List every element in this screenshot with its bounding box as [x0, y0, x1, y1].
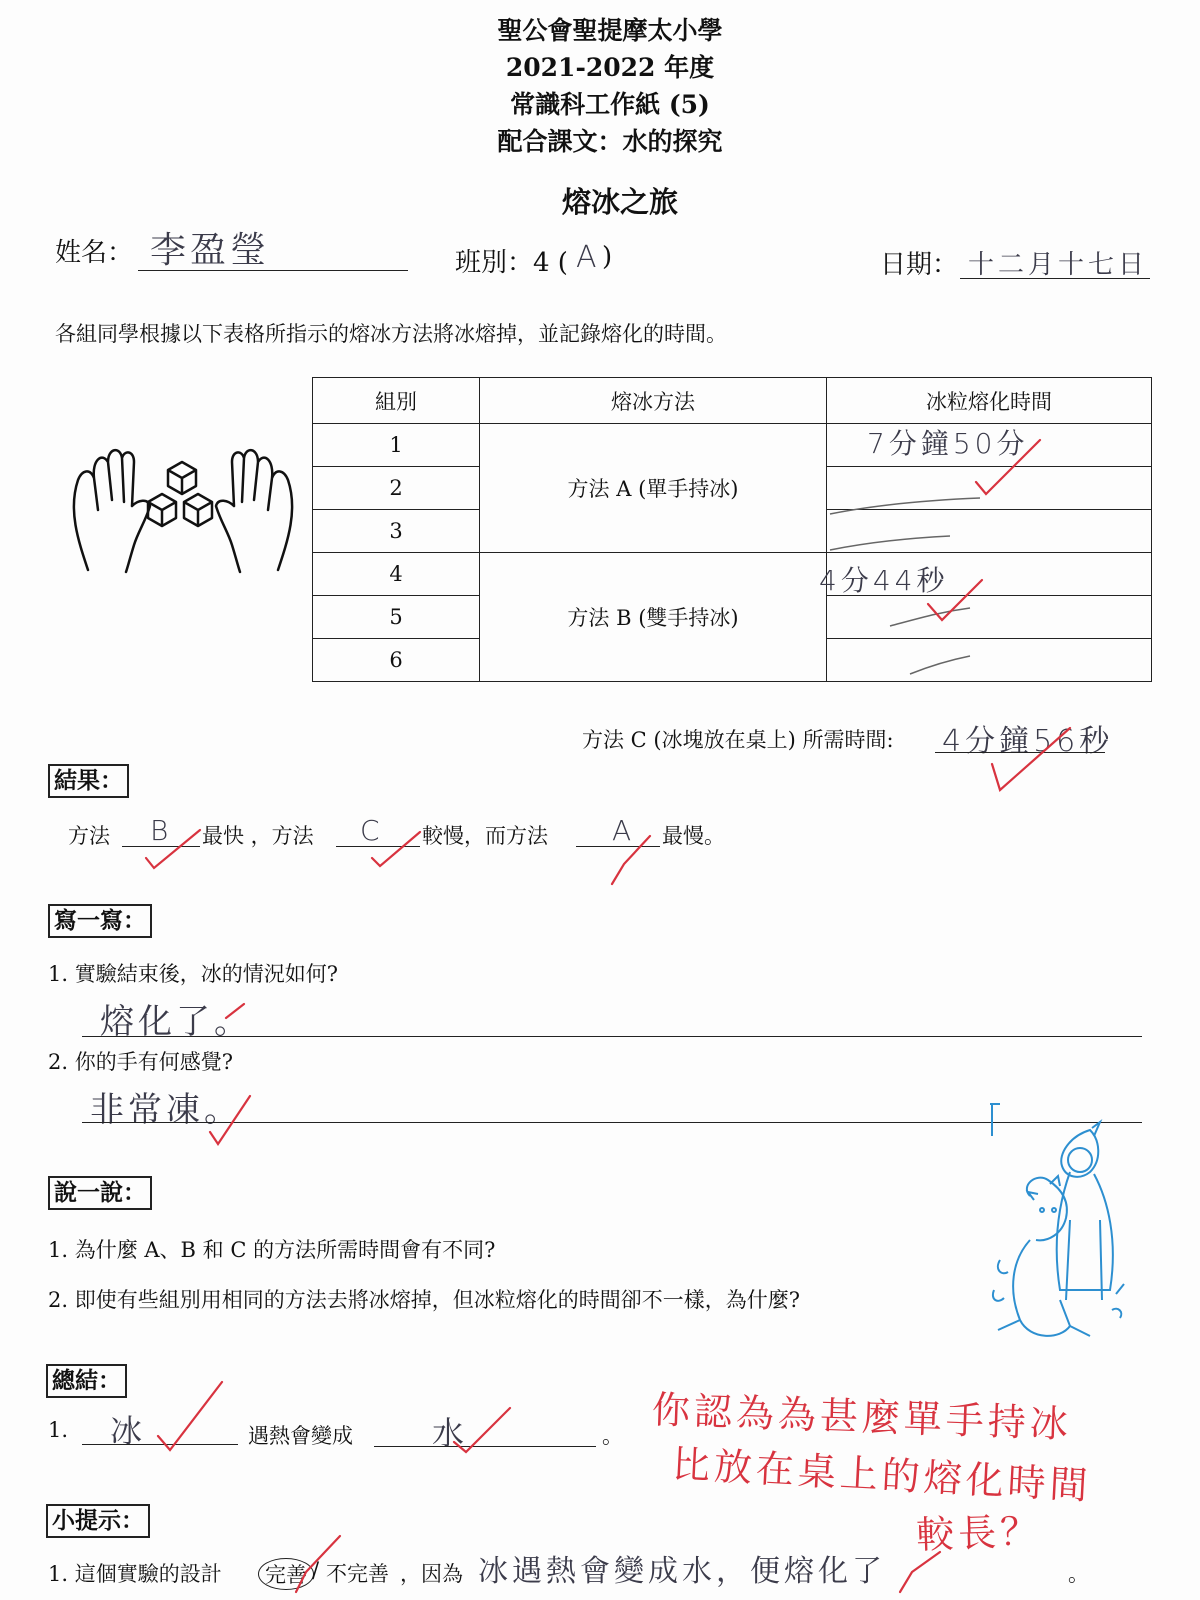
date-underline	[960, 278, 1150, 279]
worksheet-header	[0, 12, 1200, 160]
lesson-title: 配合課文：水的探究	[497, 127, 723, 156]
tips-option-complete[interactable]: 完善	[258, 1558, 314, 1590]
summary-underline-1	[82, 1444, 238, 1445]
results-answer-slowest[interactable]: A	[612, 814, 636, 847]
group-cell: 3	[313, 510, 480, 553]
talk-question-1: 1. 為什麼 A、B 和 C 的方法所需時間會有不同?	[48, 1238, 496, 1262]
class-label: 班別：4 (	[455, 248, 568, 278]
results-answer-slower[interactable]: C	[360, 814, 384, 847]
time-cell[interactable]	[827, 424, 1152, 467]
table-header-time: 冰粒熔化時間	[827, 378, 1152, 424]
class-close: )	[602, 242, 613, 272]
talk-question-2: 2. 即使有些組別用相同的方法去將冰熔掉，但冰粒熔化的時間卻不一樣，為什麼?	[48, 1288, 800, 1312]
group-cell: 5	[313, 596, 480, 639]
name-underline	[138, 270, 408, 271]
summary-number: 1.	[48, 1418, 69, 1442]
pencil-dash-marks	[820, 480, 1140, 680]
tips-answer[interactable]: 冰遇熱會變成水，便熔化了	[478, 1554, 886, 1589]
summary-text: 遇熱會變成	[248, 1424, 353, 1448]
name-value[interactable]: 李盈瑩	[150, 230, 271, 271]
teacher-comment-line-1: 你認為為甚麼單手持冰	[651, 1387, 1073, 1447]
summary-end: 。	[602, 1424, 623, 1448]
table-header-group: 組別	[313, 378, 480, 424]
group-cell: 4	[313, 553, 480, 596]
write-answer-line-2	[82, 1122, 1142, 1123]
write-question-1: 1. 實驗結束後，冰的情況如何?	[48, 962, 338, 986]
results-text-3: 較慢，而方法	[422, 824, 548, 848]
write-answer-2[interactable]: 非常凍。	[90, 1090, 242, 1130]
results-text-1: 方法	[68, 824, 110, 848]
write-question-2: 2. 你的手有何感覺?	[48, 1050, 233, 1074]
tips-separator: /	[312, 1558, 320, 1582]
group-cell: 1	[313, 424, 480, 467]
results-heading: 結果：	[48, 764, 129, 798]
page-title: 熔冰之旅	[561, 185, 678, 219]
results-answer-fastest[interactable]: B	[150, 814, 173, 847]
summary-answer-1[interactable]: 冰	[110, 1412, 147, 1450]
talk-heading: 說一說：	[48, 1176, 152, 1210]
tips-question-prefix: 1. 這個實驗的設計	[48, 1562, 222, 1586]
write-heading: 寫一寫：	[48, 904, 152, 938]
date-value[interactable]: 十二月十七日	[968, 250, 1149, 280]
results-text-2: 最快 ，方法	[202, 824, 314, 848]
results-underline-2	[336, 846, 420, 847]
time-b-value: 4分44秒	[819, 564, 949, 597]
tips-end: 。	[1068, 1562, 1089, 1586]
method-c-underline	[935, 752, 1105, 753]
summary-answer-2[interactable]: 水	[432, 1414, 469, 1452]
group-cell: 6	[313, 639, 480, 682]
blue-character-stamp	[990, 1100, 1140, 1360]
summary-heading: 總結：	[46, 1364, 127, 1398]
school-name: 聖公會聖提摩太小學	[497, 16, 723, 45]
summary-underline-2	[374, 1446, 596, 1447]
table-header-method: 熔冰方法	[480, 378, 827, 424]
results-underline-1	[122, 846, 200, 847]
instruction-text: 各組同學根據以下表格所指示的熔冰方法將冰熔掉，並記錄熔化的時間。	[55, 322, 727, 346]
tips-heading: 小提示：	[46, 1504, 150, 1538]
method-b-cell: 方法 B (雙手持冰)	[480, 553, 827, 682]
method-c-value[interactable]: 4分鐘56秒	[942, 724, 1114, 759]
worksheet-number: 常識科工作紙 (5)	[510, 90, 710, 119]
date-label: 日期：	[880, 250, 959, 280]
class-value[interactable]: A	[576, 240, 601, 275]
results-underline-3	[576, 846, 660, 847]
name-label: 姓名：	[55, 238, 134, 268]
tips-option-incomplete[interactable]: 不完善	[326, 1562, 389, 1586]
teacher-comment-line-3: 較長？	[915, 1508, 1043, 1558]
write-answer-1[interactable]: 熔化了。	[100, 1002, 252, 1042]
teacher-comment-line-2: 比放在桌上的熔化時間	[670, 1442, 1093, 1508]
results-text-4: 最慢。	[662, 824, 725, 848]
tips-because: ，因為	[400, 1562, 463, 1586]
hands-ice-illustration	[68, 440, 298, 580]
method-c-label: 方法 C (冰塊放在桌上) 所需時間:	[582, 728, 894, 752]
group-cell: 2	[313, 467, 480, 510]
method-a-cell: 方法 A (單手持冰)	[480, 424, 827, 553]
time-a-value: 7分鐘50分	[867, 427, 1029, 460]
school-year: 2021-2022 年度	[505, 53, 715, 82]
write-answer-line-1	[82, 1036, 1142, 1037]
